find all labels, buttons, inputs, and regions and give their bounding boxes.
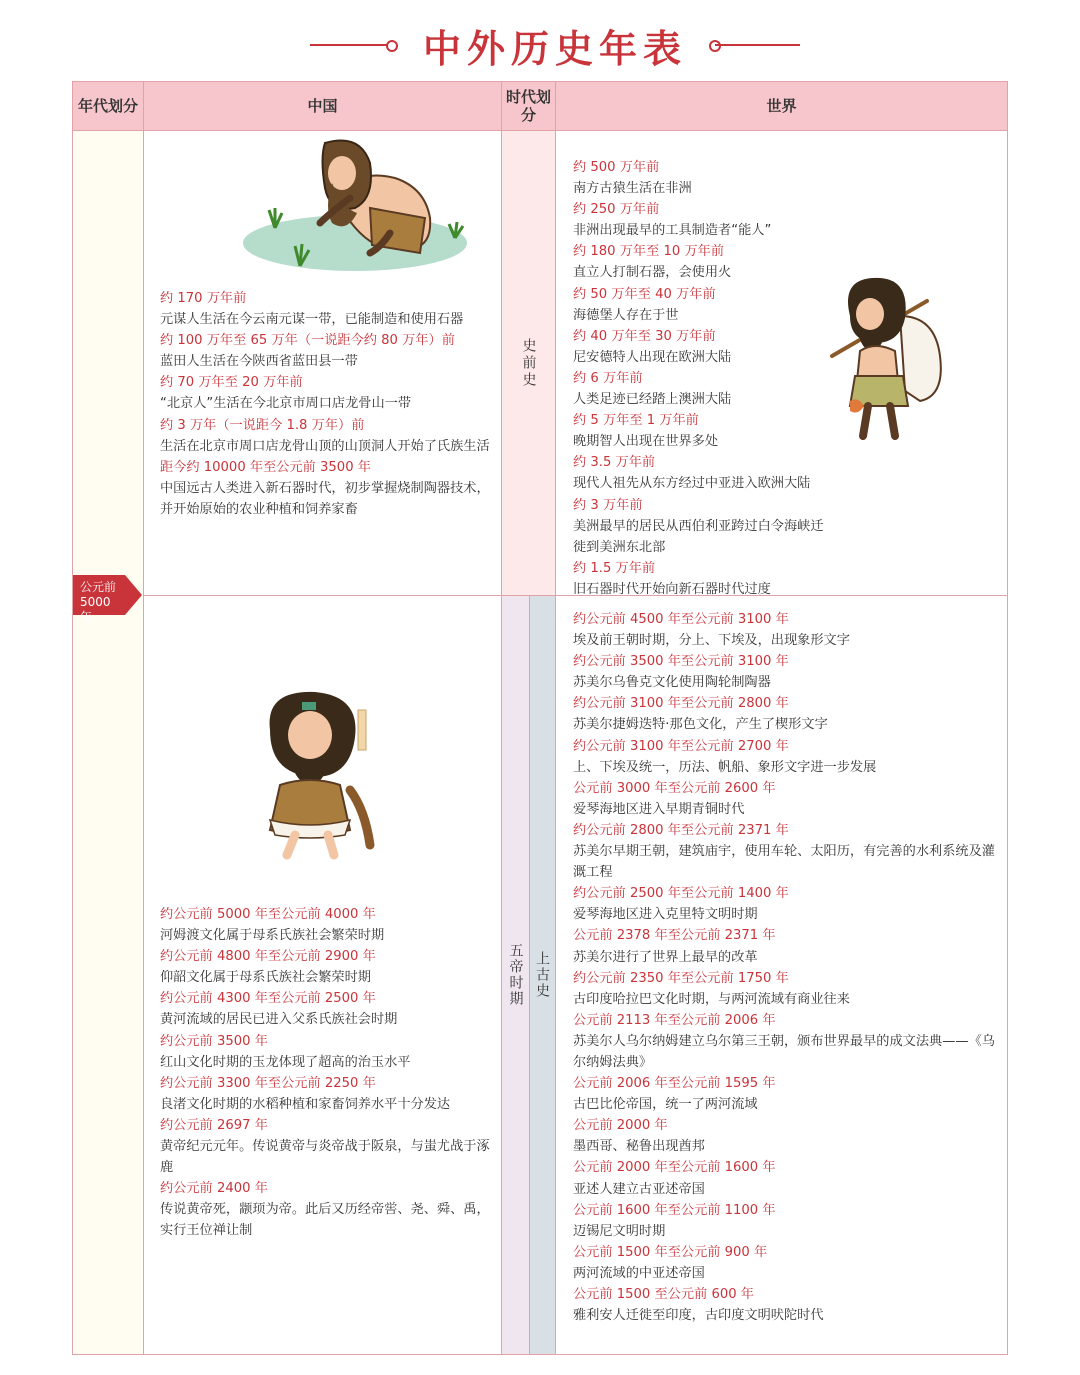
entry-date: 约公元前 2500 年至公元前 1400 年 <box>573 886 789 902</box>
table-border-col1 <box>143 81 144 1355</box>
entry-text: 尼安德特人出现在欧洲大陆 <box>573 349 732 365</box>
entry-date: 公元前 1500 年至公元前 900 年 <box>573 1244 768 1260</box>
entry-text: 苏美尔捷姆迭特·那色文化，产生了楔形文字 <box>573 717 828 733</box>
entry-date: 约 3 万年前 <box>573 497 643 513</box>
china-ancient-list <box>160 904 490 1242</box>
entry-date: 约公元前 3500 年至公元前 3100 年 <box>573 654 789 670</box>
entry-date: 公元前 2000 年 <box>573 1118 668 1134</box>
table-border-col3 <box>555 81 556 1355</box>
entry-text: 直立人打制石器，会使用火 <box>573 265 732 281</box>
entry-text: 仰韶文化属于母系氏族社会繁荣时期 <box>160 970 371 986</box>
entry-text: 埃及前王朝时期，分上、下埃及，出现象形文字 <box>573 633 850 649</box>
entry-date: 约 5 万年至 1 万年前 <box>573 413 699 429</box>
entry-date: 约 6 万年前 <box>573 370 643 386</box>
entry-text: 晚期智人出现在世界多处 <box>573 434 719 450</box>
entry-date: 公元前 3000 年至公元前 2600 年 <box>573 780 776 796</box>
entry-date: 约 500 万年前 <box>573 160 660 175</box>
entry-text: “北京人”生活在今北京市周口店龙骨山一带 <box>160 396 412 412</box>
entry-date: 约 250 万年前 <box>573 202 660 218</box>
table-border-header <box>72 130 1008 131</box>
entry-date: 公元前 2006 年至公元前 1595 年 <box>573 1076 776 1092</box>
entry-date: 约 40 万年至 30 万年前 <box>573 328 716 344</box>
entry-date: 公元前 2378 年至公元前 2371 年 <box>573 928 776 944</box>
entry-date: 约公元前 2800 年至公元前 2371 年 <box>573 822 789 838</box>
caveman-planting-illustration <box>240 138 475 273</box>
title-left-rule <box>310 44 390 46</box>
entry-date: 约 1.5 万年前 <box>573 560 656 576</box>
entry-date: 约 180 万年至 10 万年前 <box>573 244 725 260</box>
entry-text: 上、下埃及统一，历法、帆船、象形文字进一步发展 <box>573 759 877 775</box>
era-five-emperors-cell <box>502 596 529 1354</box>
entry-date: 约公元前 2697 年 <box>160 1117 268 1133</box>
header-china: 中国 <box>144 82 501 130</box>
entry-text: 爱琴海地区进入早期青铜时代 <box>573 801 745 817</box>
world-prehistory-list <box>573 157 833 600</box>
entry-text: 非洲出现最早的工具制造者“能人” <box>573 223 772 239</box>
entry-text: 美洲最早的居民从西伯利亚跨过白令海峡迁徙到美洲东北部 <box>573 518 824 555</box>
title-banner <box>0 10 1080 71</box>
entry-text: 元谋人生活在今云南元谋一带，已能制造和使用石器 <box>160 312 464 328</box>
entry-text: 迈锡尼文明时期 <box>573 1223 666 1239</box>
entry-text: 古巴比伦帝国，统一了两河流域 <box>573 1097 758 1113</box>
entry-date: 公元前 1500 至公元前 600 年 <box>573 1287 754 1302</box>
table-border-col2 <box>501 81 502 1355</box>
entry-date: 约公元前 4300 年至公元前 2500 年 <box>160 991 376 1007</box>
entry-date: 约 50 万年至 40 万年前 <box>573 286 716 302</box>
title-left-dot <box>386 40 398 52</box>
era-ancient-cell <box>529 596 555 1354</box>
page-title: 中外历史年表 <box>422 26 687 71</box>
entry-text: 两河流域的中亚述帝国 <box>573 1265 705 1281</box>
era-five-emperors-label: 五帝时期 <box>507 943 524 1007</box>
entry-text: 传说黄帝死，颛顼为帝。此后又历经帝喾、尧、舜、禹，实行王位禅让制 <box>160 1202 490 1239</box>
china-prehistory-list <box>160 288 490 520</box>
entry-date: 约 3 万年（一说距今 1.8 万年）前 <box>160 417 365 433</box>
entry-date: 约公元前 2400 年 <box>160 1181 268 1197</box>
entry-date: 约公元前 3500 年 <box>160 1033 268 1049</box>
entry-text: 雅利安人迁徙至印度，古印度文明吠陀时代 <box>573 1308 824 1324</box>
table-border-era-split <box>529 596 530 1354</box>
table-border-left <box>72 81 73 1355</box>
header-year-division: 年代划分 <box>73 82 143 130</box>
entry-text: 苏美尔人乌尔纳姆建立乌尔第三王朝，颁布世界最早的成文法典——《乌尔纳姆法典》 <box>573 1033 995 1070</box>
entry-date: 约公元前 3100 年至公元前 2700 年 <box>573 738 789 754</box>
entry-date: 约 100 万年至 65 万年（一说距今约 80 万年）前 <box>160 333 455 349</box>
entry-text: 人类足迹已经踏上澳洲大陆 <box>573 392 732 408</box>
era-prehistory-label: 史前史 <box>520 337 537 389</box>
entry-text: 苏美尔早期王朝，建筑庙宇，使用车轮、太阳历，有完善的水利系统及灌溉工程 <box>573 844 995 881</box>
entry-text: 古印度哈拉巴文化时期，与两河流域有商业往来 <box>573 991 850 1007</box>
entry-text: 亚述人建立古亚述帝国 <box>573 1181 705 1197</box>
entry-text: 现代人祖先从东方经过中亚进入欧洲大陆 <box>573 476 811 492</box>
table-border-bottom <box>72 1354 1008 1355</box>
entry-text: 蓝田人生活在今陕西省蓝田县一带 <box>160 354 358 370</box>
entry-date: 公元前 2000 年至公元前 1600 年 <box>573 1160 776 1176</box>
entry-text: 生活在北京市周口店龙骨山顶的山顶洞人开始了氏族生活 <box>160 438 490 454</box>
header-world: 世界 <box>556 82 1007 130</box>
entry-text: 黄帝纪元元年。传说黄帝与炎帝战于阪泉，与蚩尤战于涿鹿 <box>160 1139 490 1176</box>
title-right-rule <box>715 44 800 46</box>
era-prehistory-cell <box>502 131 555 595</box>
entry-date: 约 70 万年至 20 万年前 <box>160 375 303 391</box>
entry-date: 约公元前 3100 年至公元前 2800 年 <box>573 696 789 712</box>
entry-date: 约公元前 4500 年至公元前 3100 年 <box>573 612 789 627</box>
header-era-division: 时代划分 <box>502 82 555 130</box>
entry-date: 约公元前 3300 年至公元前 2250 年 <box>160 1075 376 1091</box>
entry-text: 红山文化时期的玉龙体现了超高的治玉水平 <box>160 1054 411 1070</box>
entry-text: 良渚文化时期的水稻种植和家畜饲养水平十分发达 <box>160 1096 451 1112</box>
entry-date: 约公元前 5000 年至公元前 4000 年 <box>160 907 376 922</box>
entry-date: 约公元前 2350 年至公元前 1750 年 <box>573 970 789 986</box>
entry-text: 黄河流域的居民已进入父系氏族社会时期 <box>160 1012 398 1028</box>
entry-text: 苏美尔乌鲁克文化使用陶轮制陶器 <box>573 675 771 691</box>
world-ancient-list <box>573 609 998 1326</box>
title-right-dot <box>709 40 721 52</box>
year-column <box>73 131 143 1354</box>
entry-date: 公元前 1600 年至公元前 1100 年 <box>573 1202 776 1218</box>
entry-text: 中国远古人类进入新石器时代，初步掌握烧制陶器技术，并开始原始的农业种植和饲养家畜 <box>160 480 490 517</box>
entry-text: 旧石器时代开始向新石器时代过度 <box>573 581 771 597</box>
entry-text: 爱琴海地区进入克里特文明时期 <box>573 907 758 923</box>
entry-date: 约公元前 4800 年至公元前 2900 年 <box>160 949 376 965</box>
year-marker: 公元前 5000 年 <box>73 575 125 615</box>
era-ancient-label: 上古史 <box>534 951 550 999</box>
entry-date: 距今约 10000 年至公元前 3500 年 <box>160 459 371 475</box>
entry-text: 河姆渡文化属于母系氏族社会繁荣时期 <box>160 928 385 944</box>
entry-text: 海德堡人存在于世 <box>573 307 679 323</box>
entry-text: 墨西哥、秘鲁出现酋邦 <box>573 1139 705 1155</box>
caveman-carrying-illustration <box>830 276 945 446</box>
table-border-top <box>72 81 1008 82</box>
entry-date: 约 3.5 万年前 <box>573 455 656 471</box>
warrior-illustration <box>240 690 390 860</box>
entry-date: 公元前 2113 年至公元前 2006 年 <box>573 1012 776 1028</box>
entry-date: 约 170 万年前 <box>160 291 247 306</box>
entry-text: 苏美尔进行了世界上最早的改革 <box>573 949 758 965</box>
table-border-right <box>1007 81 1008 1355</box>
entry-text: 南方古猿生活在非洲 <box>573 181 692 197</box>
